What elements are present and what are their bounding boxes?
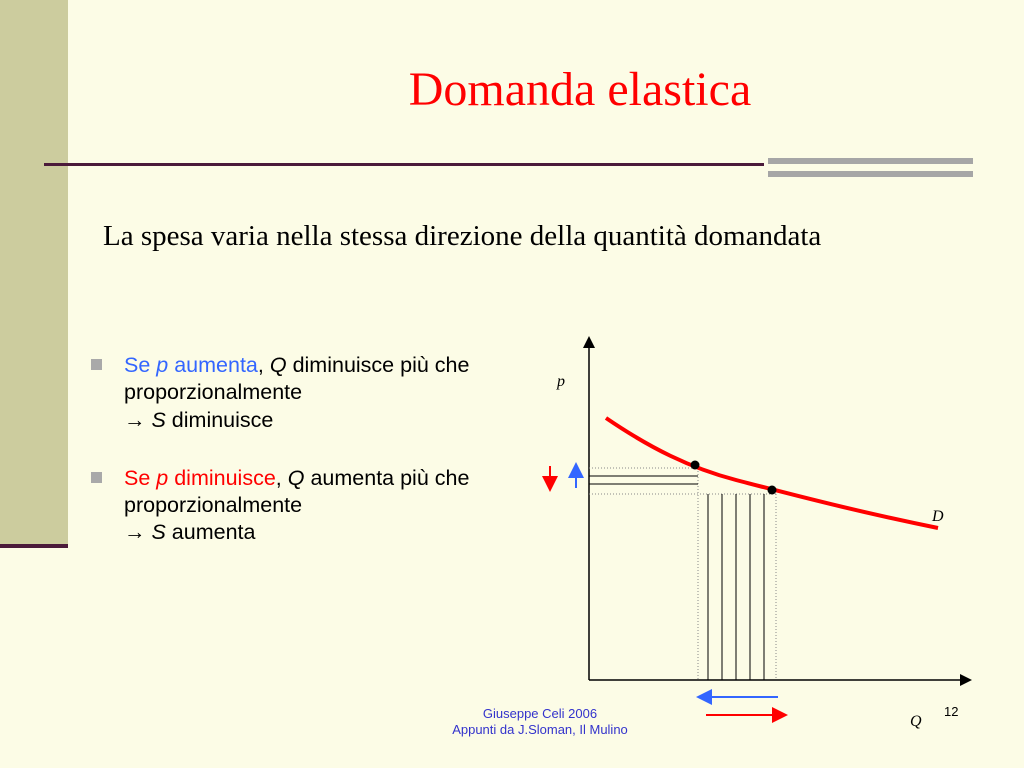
bullet-rest: aumenta più che proporzionalmente <box>124 465 470 518</box>
bullet-comma: , <box>257 353 270 377</box>
guide-lines <box>589 468 776 680</box>
slide-subtitle: La spesa varia nella stessa direzione della quantità domandata <box>103 220 822 252</box>
y-axis-label: p <box>557 373 565 390</box>
bullet-rest: diminuisce più che proporzionalmente <box>124 353 470 405</box>
footer-source: Appunti da J.Sloman, Il Mulino <box>452 722 628 738</box>
footer-credit <box>400 706 680 739</box>
curve-label: D <box>932 508 944 525</box>
x-axis-label: Q <box>910 713 922 730</box>
footer-author: Giuseppe Celi 2006 <box>482 706 598 721</box>
demand-curve <box>606 418 938 528</box>
bullet-var-p: p <box>156 465 169 490</box>
bullet-var-q: Q <box>269 353 287 377</box>
bullet-arrow: → <box>124 520 152 545</box>
bullet-se: Se <box>124 465 157 490</box>
price-band-hatch <box>589 476 698 484</box>
bullet-se: Se <box>124 353 157 377</box>
quantity-band-hatch <box>708 494 764 680</box>
slide-title: Domanda elastica <box>408 63 752 116</box>
page-number: 12 <box>944 704 959 719</box>
bullet-result: aumenta <box>165 520 256 545</box>
bullet-var-p: p <box>156 353 169 377</box>
bullet-var-s: S <box>151 520 166 545</box>
bullet-var-q: Q <box>287 465 305 490</box>
point-b <box>768 486 777 495</box>
point-a <box>691 461 700 470</box>
bullet-verb: diminuisce <box>168 465 276 490</box>
bullet-arrow: → <box>124 407 152 432</box>
bullet-var-s: S <box>151 407 166 432</box>
bullet-result: diminuisce <box>165 407 274 432</box>
bullet-verb: aumenta <box>168 353 258 377</box>
bullet-comma: , <box>275 465 288 490</box>
